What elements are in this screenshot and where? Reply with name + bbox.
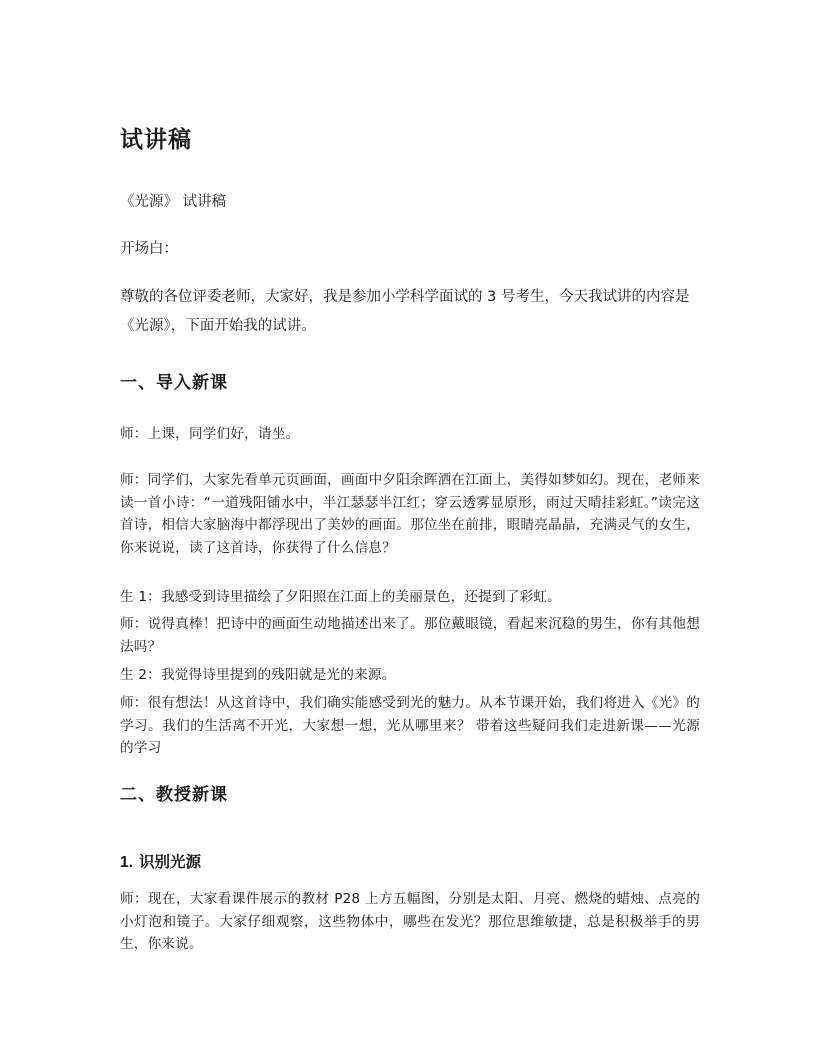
opening-label: 开场白： (120, 241, 178, 257)
subsection-heading-identify (120, 850, 201, 872)
section-heading-teaching: 二、教授新课 (120, 785, 228, 805)
paragraph-student-1: 生 1：我感受到诗里描绘了夕阳照在江面上的美丽景色，还提到了彩虹。 (120, 589, 561, 605)
document-subtitle: 《光源》 试讲稿 (120, 194, 227, 210)
intro-paragraph: 尊敬的各位评委老师，大家好，我是参加小学科学面试的 3 号考生，今天我试讲的内容是《光源》，下面开始我的试讲。 (120, 289, 690, 334)
paragraph-teacher-greeting: 师：上课，同学们好，请坐。 (120, 426, 300, 442)
subsection-number: 1. (120, 854, 133, 871)
paragraph-teacher-observe: 师：现在，大家看课件展示的教材 P28 上方五幅图，分别是太阳、月亮、燃烧的蜡烛、点亮的小灯泡和镜子。大家仔细观察，这些物体中，哪些在发光？那位思维敏捷，总是积极举手的男生，你来说。 (120, 891, 700, 952)
section-heading-intro: 一、导入新课 (120, 373, 228, 393)
document-title: 试讲稿 (120, 127, 192, 153)
paragraph-student-2: 生 2：我觉得诗里提到的残阳就是光的来源。 (120, 667, 396, 683)
paragraph-teacher-transition: 师：很有想法！从这首诗中，我们确实能感受到光的魅力。从本节课开始，我们将进入《光》的学习。我们的生活离不开光，大家想一想，光从哪里来？ 带着这些疑问我们走进新课——光源的学习 (120, 695, 700, 756)
subsection-title: 识别光源 (138, 853, 201, 871)
paragraph-teacher-poem: 师：同学们，大家先看单元页画面，画面中夕阳余晖洒在江面上，美得如梦如幻。现在，老师来读一首小诗：“一道残阳铺水中，半江瑟瑟半江红；穿云透雾显原形，雨过天晴挂彩虹。”读完这首诗，相信大家脑海中都浮现出了美妙的画面。那位坐在前排，眼睛亮晶晶，充满灵气的女生，你来说说，读了这首诗，你获得了什么信息？ (120, 472, 700, 556)
paragraph-teacher-praise: 师：说得真棒！把诗中的画面生动地描述出来了。那位戴眼镜，看起来沉稳的男生，你有其他想法吗？ (120, 616, 700, 655)
